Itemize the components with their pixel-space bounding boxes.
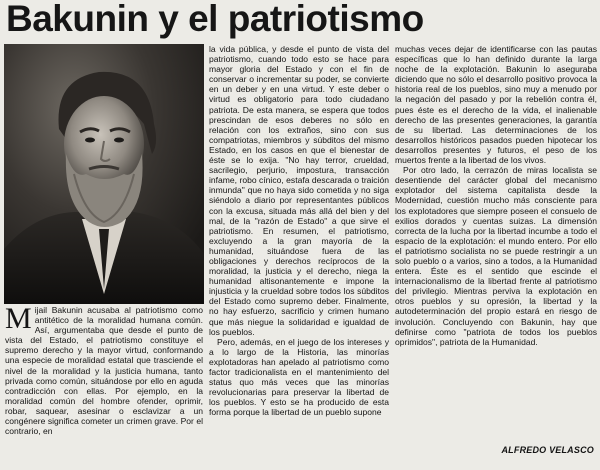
bakunin-portrait-photo <box>4 44 204 304</box>
portrait-illustration <box>4 44 204 304</box>
drop-cap: M <box>5 305 32 335</box>
article-column-2 <box>209 44 389 456</box>
column-2-paragraph-1: la vida pública, y desde el punto de vista del patriotismo, cuando todo esto se hace para mayor gloria del Estado y con el fin de conservar o incrementar su poder, se convierte en un deber y en una virtud. Y este deber o virtud es obligatorio para todo ciudadano patriota. De esta manera, se espera que todos prescindan de esos deberes no sólo en relación con los extraños, sino con sus compatriotas, miembros y súbditos del mismo Estado, en los casos en que el bienestar de éste se lo exija. "No hay terror, crueldad, sacrilegio, perjurio, impostura, transacción infame, robo cínico, estafa descarada o traición inmunda" que no haya sido cometida y no siga siéndolo a diario por representantes públicos con la excusa, situada más allá del bien y del mal, de la "razón de Estado" a que sirve el patriotismo. En resumen, el patriotismo, excluyendo a la gran mayoría de la humanidad, situándose fuera de las obligaciones y derechos recíprocos de la moralidad, la justicia y el derecho, niega la humanidad altisonantemente e impone la injusticia y la crueldad sobre todos los súbditos del Estado como supremo deber. Finalmente, no hay esfuerzo, sacrificio y crimen humano que más niegue la solidaridad e igualdad de los pueblos. <box>209 44 389 337</box>
author-byline: ALFREDO VELASCO <box>501 445 594 455</box>
column-2-paragraph-2: Pero, además, en el juego de los intereses y a lo largo de la Historia, las minorías explotadoras han apelado al patriotismo como factor tradicionalista en el mantenimiento del status quo más veces que las minorías revolucionarias para preservar la libertad de los pueblos. Y esto se ha producido de esta forma porque la libertad de un pueblo supone <box>209 336 389 418</box>
column-1-text: ijail Bakunin acusaba al patriotismo como antitético de la moralidad humana común. Así, argumentaba que desde el punto de vista del Estado, el patriotismo constituye el supremo derecho y la mayor virtud, conformando una especie de moralidad estatal que trasciende el nivel de la moralidad y la justicia humana, tanto privada como común, situándose por ello en aguda contradicción con ellas. Por ejemplo, en la moralidad común del hombre ofender, oprimir, robar, saquear, asesinar o esclavizar a un congénere significa cometer un crimen grave. Por el contrario, en <box>5 305 203 437</box>
article-column-3 <box>395 44 597 444</box>
column-3-paragraph-2: Por otro lado, la cerrazón de miras localista se desentiende del carácter global del mecanismo explotador del sistema capitalista desde la Modernidad, cuestión mucho más consciente para los explotadores que siempre poseen el consuelo de exilios dorados y cuentas suizas. La dimensión correcta de la lucha por la libertad incumbe a todo el espacio de la explotación: el mundo entero. Por ello el patriotismo socialista no se puede restringir a un solo pueblo o a varios, sino a todos, a la Humanidad entera. Éste es el sentido que escinde el internacionalismo de la libertad frente al patriotismo del privilegio. Mientras perviva la explotación en otros pueblos y su opresión, la libertad y la autodeterminación del propio estará en riesgo de involución. Concluyendo con Bakunin, hay que definirse como "patriota de todos los pueblos oprimidos", patriota de la Humanidad. <box>395 165 597 347</box>
article-column-1 <box>5 305 203 455</box>
column-3-paragraph-1: muchas veces dejar de identificarse con las pautas específicas que lo han definido durante la larga noche de la explotación. Bakunin lo aseguraba diciendo que no sólo el desarrollo positivo provoca la historia real de los pueblos, sino muy a menudo por la negación del pasado y por la rebelión contra él, pues éste es el derecho de la vida, el inalienable derecho de las presentes generaciones, la garantía de su libertad. Las determinaciones de los desarrollos históricos pasados pueden hipotecar los desarrollos presentes y futuros, el peso de los muertos frente a la libertad de los vivos. <box>395 44 597 166</box>
article-title: Bakunin y el patriotismo <box>6 0 424 39</box>
